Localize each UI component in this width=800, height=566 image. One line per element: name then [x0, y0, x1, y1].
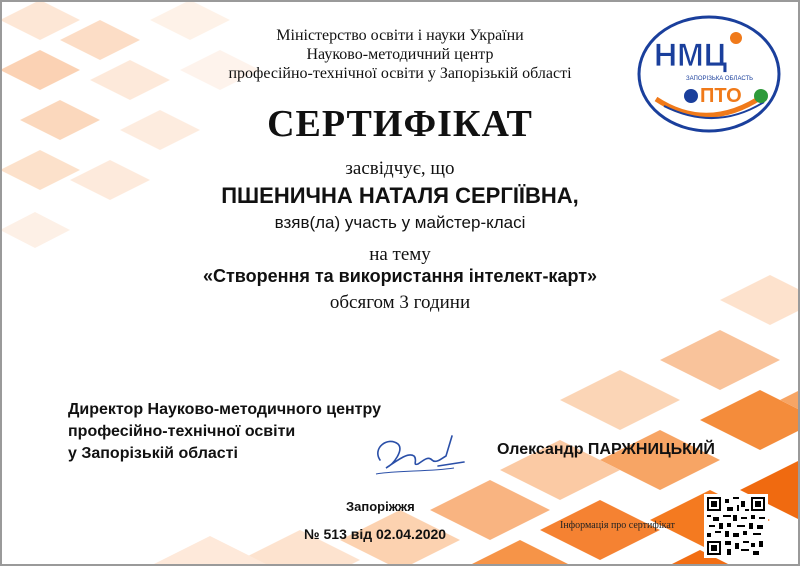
- signer-name: Олександр ПАРЖНИЦЬКИЙ: [497, 441, 715, 458]
- participation-text: взяв(ла) участь у майстер-класі: [274, 213, 526, 232]
- topic-label: на тему: [369, 244, 431, 265]
- logo-sub-text: ПТО: [700, 85, 742, 107]
- director-title: [68, 399, 381, 465]
- qr-code-icon[interactable]: [704, 494, 768, 558]
- nmc-pto-logo: [636, 14, 782, 134]
- director-line-2: професійно-технічної освіти: [68, 423, 296, 440]
- ministry-line: Міністерство освіти і науки України: [276, 27, 524, 44]
- logo-main-text: НМЦ: [654, 37, 728, 73]
- director-line-3: у Запорізькій області: [68, 445, 238, 462]
- center-line: Науково-методичний центр: [306, 46, 494, 63]
- logo-region-text: ЗАПОРІЗЬКА ОБЛАСТЬ: [686, 76, 754, 82]
- region-line: професійно-технічної освіти у Запорізькій області: [228, 65, 572, 82]
- certificate-title: СЕРТИФІКАТ: [267, 103, 533, 145]
- director-line-1: Директор Науково-методичного центру: [68, 401, 381, 418]
- certificate-number: № 513 від 02.04.2020: [304, 526, 447, 542]
- issue-city: Запоріжжя: [346, 499, 415, 514]
- certificate-info-label: Інформація про сертифікат: [560, 520, 675, 531]
- recipient-name: ПШЕНИЧНА НАТАЛЯ СЕРГІЇВНА,: [221, 183, 579, 208]
- topic-title: «Створення та використання інтелект-карт»: [202, 266, 598, 286]
- issuer-header: [170, 26, 630, 83]
- handwritten-signature: [368, 430, 468, 480]
- course-volume: обсягом 3 години: [329, 292, 471, 313]
- certifies-text: засвідчує, що: [345, 158, 455, 179]
